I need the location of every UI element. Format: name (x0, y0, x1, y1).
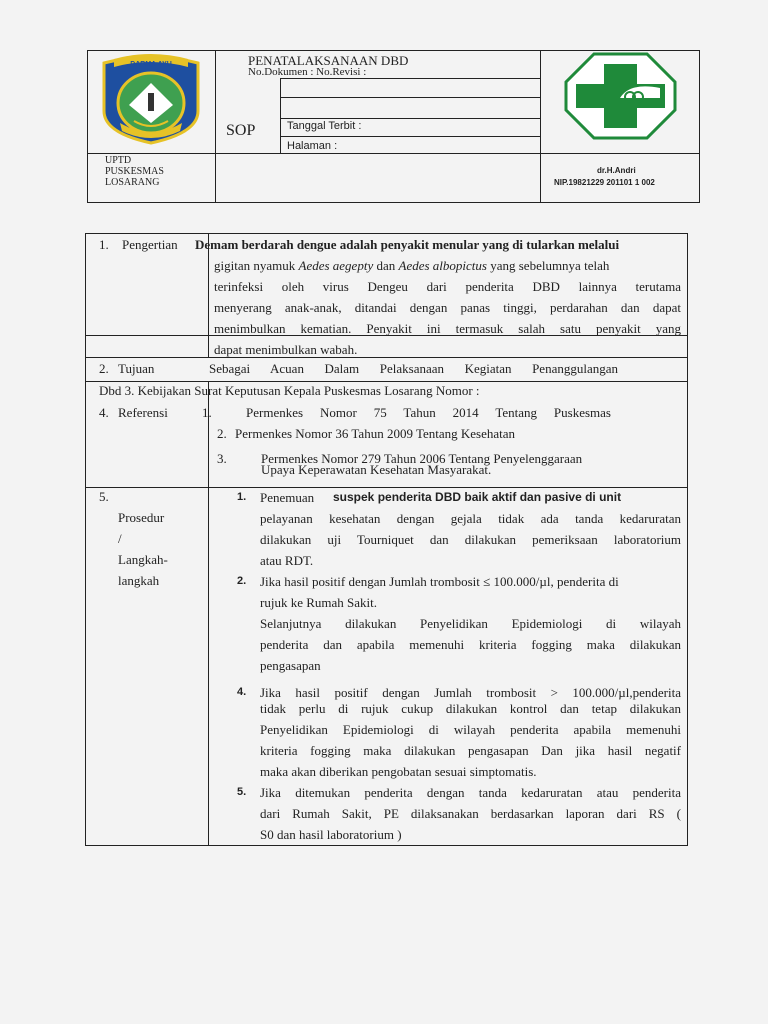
step-5-line-3: S0 dan hasil laboratorium ) (260, 827, 402, 842)
step-2-number: 2. (237, 575, 247, 587)
referensi-label: Referensi (118, 405, 168, 420)
step-2-line-3: Selanjutnya dilakukan Penyelidikan Epidemiologi di wilayah (260, 616, 681, 631)
pengertian-line-4: menyerang anak-anak, ditandai dengan panas tinggi, perdarahan dan dapat (214, 300, 681, 315)
org-line-3: LOSARANG (105, 177, 160, 188)
pengertian-label: Pengertian (122, 237, 178, 252)
step-4-line-5: maka akan diberikan pengobatan sesuai simptomatis. (260, 764, 537, 779)
prosedur-label-2: / (118, 531, 122, 546)
referensi-item-2-number: 2. (217, 426, 227, 441)
step-4-line-2: tidak perlu di rujuk cukup dilakukan kontrol dan tetap dilakukan (260, 701, 681, 716)
org-line-2: PUSKESMAS (105, 166, 164, 177)
step-1-lead-b: suspek penderita DBD baik aktif dan pasive di unit (333, 490, 622, 504)
prosedur-label-3: Langkah- (118, 552, 168, 567)
doc-title: PENATALAKSANAAN DBD (248, 53, 409, 68)
halaman-label: Halaman : (287, 140, 338, 152)
signer-name: dr.H.Andri (597, 166, 636, 175)
tujuan-text: Sebagai Acuan Dalam Pelaksanaan Kegiatan Penanggulangan (209, 361, 618, 376)
sop-label: SOP (226, 122, 256, 139)
pengertian-line-6: dapat menimbulkan wabah. (214, 342, 358, 357)
step-4-line-4: kriteria fogging maka dilakukan pengasapan Dan jika hasil negatif (260, 743, 681, 758)
step-5-lead: Jika ditemukan penderita dengan tanda kedaruratan atau penderita (260, 785, 681, 800)
step-1-number: 1. (237, 491, 247, 503)
step-2-line-5: pengasapan (260, 658, 321, 673)
pengertian-lead: Demam berdarah dengue adalah penyakit menular yang di tularkan melalui (195, 237, 620, 252)
puskesmas-cross-logo (564, 52, 677, 140)
referensi-item-2-text: Permenkes Nomor 36 Tahun 2009 Tentang Kesehatan (235, 426, 516, 441)
step-2-line-2: rujuk ke Rumah Sakit. (260, 595, 377, 610)
org-line-1: UPTD (105, 155, 132, 166)
referensi-item-3-text-2: Upaya Keperawatan Kesehatan Masyarakat. (261, 462, 492, 477)
step-2-line-4: penderita dan apabila memenuhi kriteria fogging maka dilakukan (260, 637, 681, 652)
kebijakan-text: Dbd 3. Kebijakan Surat Keputusan Kepala Puskesmas Losarang Nomor : (99, 383, 480, 398)
step-5-line-2: dari Rumah Sakit, PE dilaksanakan berdasarkan laporan dari RS ( (260, 806, 681, 821)
referensi-item-1-number: 1. (202, 405, 212, 420)
step-1-lead-a: Penemuan (260, 490, 315, 505)
referensi-item-3-number: 3. (217, 451, 227, 466)
pengertian-line-2: gigitan nyamuk Aedes aegepty dan Aedes albopictus yang sebelumnya telah (214, 258, 610, 273)
step-4-line-3: Penyelidikan Epidemiologi di wilayah penderita apabila memenuhi (260, 722, 681, 737)
signer-nip: NIP.19821229 201101 1 002 (554, 178, 655, 187)
referensi-item-3-text: Permenkes Nomor 279 Tahun 2006 Tentang Penyelenggaraan (261, 451, 583, 466)
svg-text:DARMA AYU: DARMA AYU (130, 61, 172, 68)
darma-ayu-logo (94, 53, 208, 145)
prosedur-label-1: Prosedur (118, 510, 165, 525)
pengertian-line-5: menimbulkan kematian. Penyakit ini termasuk salah satu penyakit yang (214, 321, 681, 336)
pengertian-line-3: terinfeksi oleh virus Dengeu dari penderita DBD lainnya terutama (214, 279, 681, 294)
prosedur-label-4: langkah (118, 573, 160, 588)
referensi-number: 4. (99, 405, 109, 420)
referensi-item-1-text: Permenkes Nomor 75 Tahun 2014 Tentang Puskesmas (246, 405, 611, 420)
tujuan-number: 2. (99, 361, 109, 376)
step-2-lead: Jika hasil positif dengan Jumlah trombosit ≤ 100.000/µl, penderita di (260, 574, 619, 589)
step-4-lead: Jika hasil positif dengan Jumlah trombosit > 100.000/µl,penderita (260, 685, 681, 700)
step-1-line-3: dilakukan uji Tourniquet dan dilakukan pemeriksaan laboratorium (260, 532, 681, 547)
step-1-line-4: atau RDT. (260, 553, 314, 568)
step-4-number: 4. (237, 686, 247, 698)
pengertian-number: 1. (99, 237, 109, 252)
tanggal-terbit-label: Tanggal Terbit : (287, 120, 362, 132)
step-5-number: 5. (237, 786, 247, 798)
tujuan-label: Tujuan (118, 361, 155, 376)
doc-number-label: No.Dokumen : No.Revisi : (248, 66, 367, 78)
prosedur-number: 5. (99, 489, 109, 504)
step-1-line-2: pelayanan kesehatan dengan gejala tidak ada tanda kedaruratan (260, 511, 681, 526)
